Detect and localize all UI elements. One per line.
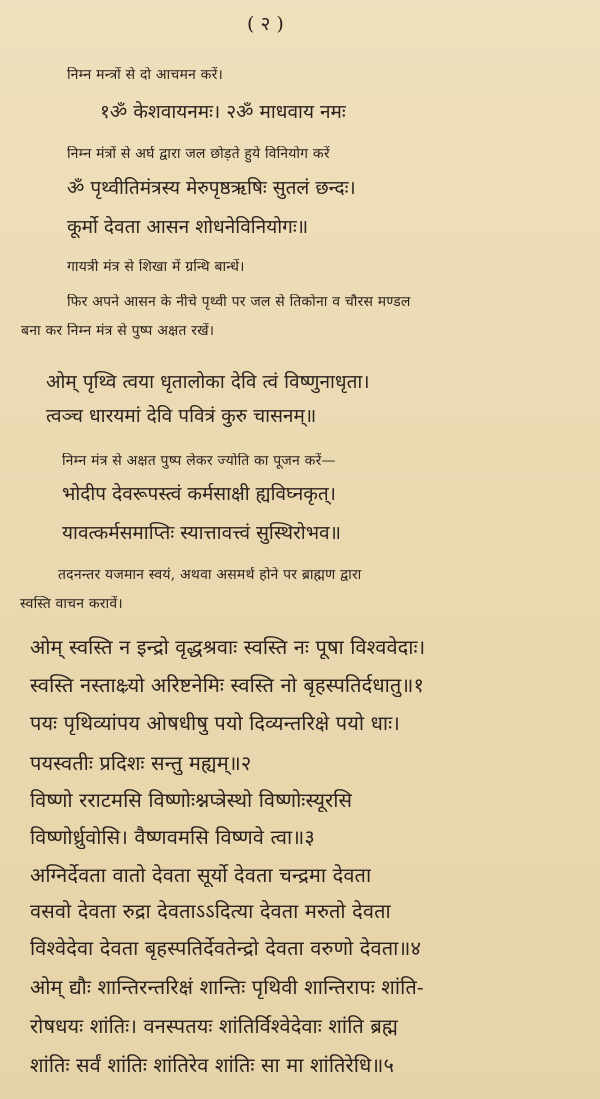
mantra-line: पयस्वतीः प्रदिशः सन्तु मह्यम्॥२ xyxy=(30,751,252,775)
instruction-text: फिर अपने आसन के नीचे पृथ्वी पर जल से तिकोना व चौरस मण्डल xyxy=(67,294,411,310)
mantra-line: ओम् स्वस्ति न इन्द्रो वृद्धश्रवाः स्वस्ति नः पूषा विश्ववेदाः। xyxy=(30,635,426,659)
mantra-line: अग्निर्देवता वातो देवता सूर्यो देवता चन्द्रमा देवता xyxy=(30,863,372,887)
mantra-line: १ॐ केशवायनमः। २ॐ माधवाय नमः xyxy=(100,101,346,123)
mantra-line: यावत्कर्मसमाप्तिः स्यात्तावत्त्वं सुस्थिरोभव॥ xyxy=(62,522,341,544)
mantra-line: स्वस्ति नस्ताक्ष्र्यो अरिष्टनेमिः स्वस्ति नो बृहस्पतिर्दधातु॥१ xyxy=(30,673,424,697)
page-number: ( २ ) xyxy=(247,13,284,35)
mantra-line: रोषधयः शांतिः। वनस्पतयः शांतिर्विश्वेदेवाः शांति ब्रह्म xyxy=(30,1014,398,1038)
mantra-line: ओम् द्यौः शान्तिरन्तरिक्षं शान्तिः पृथिवी शान्तिरापः शांति- xyxy=(30,975,424,999)
instruction-text: बना कर निम्न मंत्र से पुष्प अक्षत रखें। xyxy=(21,323,215,339)
mantra-line: वसवो देवता रुद्रा देवताऽऽदित्या देवता मरुतो देवता xyxy=(30,899,391,923)
instruction-text: निम्न मंत्र से अक्षत पुष्प लेकर ज्योति का पूजन करें— xyxy=(62,453,336,469)
instruction-text: गायत्री मंत्र से शिखा में ग्रन्थि बान्धें। xyxy=(67,259,245,275)
mantra-line: विष्णो रराटमसि विष्णोःश्नप्त्रेस्थो विष्णोःस्यूरसि xyxy=(30,788,353,812)
instruction-text: निम्न मन्त्रों से दो आचमन करें। xyxy=(67,67,224,83)
mantra-line: पयः पृथिव्यांपय ओषधीषु पयो दिव्यन्तरिक्षे पयो धाः। xyxy=(30,711,400,735)
mantra-line: कूर्मो देवता आसन शोधनेविनियोगः॥ xyxy=(67,216,309,238)
instruction-text: स्वस्ति वाचन करावें। xyxy=(20,596,123,612)
instruction-text: निम्न मंत्रों से अर्घ द्वारा जल छोड़ते हुये विनियोग करें xyxy=(67,146,330,162)
mantra-line: विष्णोर्ध्रुवोसि। वैष्णवमसि विष्णवे त्वा॥३ xyxy=(30,825,315,849)
mantra-line: ॐ पृथ्वीतिमंत्रस्य मेरुपृष्ठऋषिः सुतलं छन्दः। xyxy=(67,177,356,199)
mantra-line: विश्वेदेवा देवता बृहस्पतिर्देवतेन्द्रो देवता वरुणो देवता॥४ xyxy=(30,936,421,960)
mantra-line: शांतिः सर्वं शांतिः शांतिरेव शांतिः सा मा शांतिरेधि॥५ xyxy=(30,1053,394,1077)
mantra-line: भोदीप देवरूपस्त्वं कर्मसाक्षी ह्यविघ्नकृत्। xyxy=(62,483,336,505)
instruction-text: तदनन्तर यजमान स्वयं, अथवा असमर्थ होने पर ब्राह्मण द्वारा xyxy=(58,567,362,583)
mantra-line: ओम् पृथ्वि त्वया धृतालोका देवि त्वं विष्णुनाधृता। xyxy=(46,371,370,393)
mantra-line: त्वञ्च धारयमां देवि पवित्रं कुरु चासनम्॥ xyxy=(46,405,317,427)
